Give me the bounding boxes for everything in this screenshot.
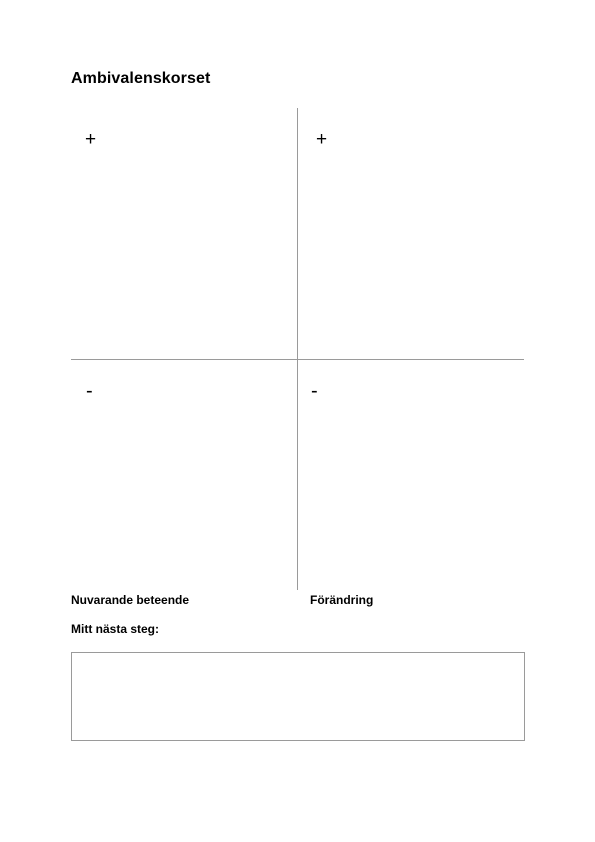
quadrant-bottom-right-minus-sign: - bbox=[311, 380, 318, 402]
change-label: Förändring bbox=[310, 593, 374, 607]
cross-vertical-line bbox=[297, 108, 298, 590]
quadrant-top-left-plus-sign: + bbox=[85, 129, 97, 150]
next-step-field[interactable] bbox=[71, 652, 525, 741]
quadrant-top-right-plus-sign: + bbox=[316, 129, 328, 150]
current-behavior-label: Nuvarande beteende bbox=[71, 593, 190, 607]
document-title: Ambivalenskorset bbox=[71, 70, 211, 87]
quadrant-bottom-left-minus-sign: - bbox=[86, 380, 93, 402]
cross-horizontal-line bbox=[71, 359, 524, 360]
next-step-label: Mitt nästa steg: bbox=[71, 622, 160, 636]
